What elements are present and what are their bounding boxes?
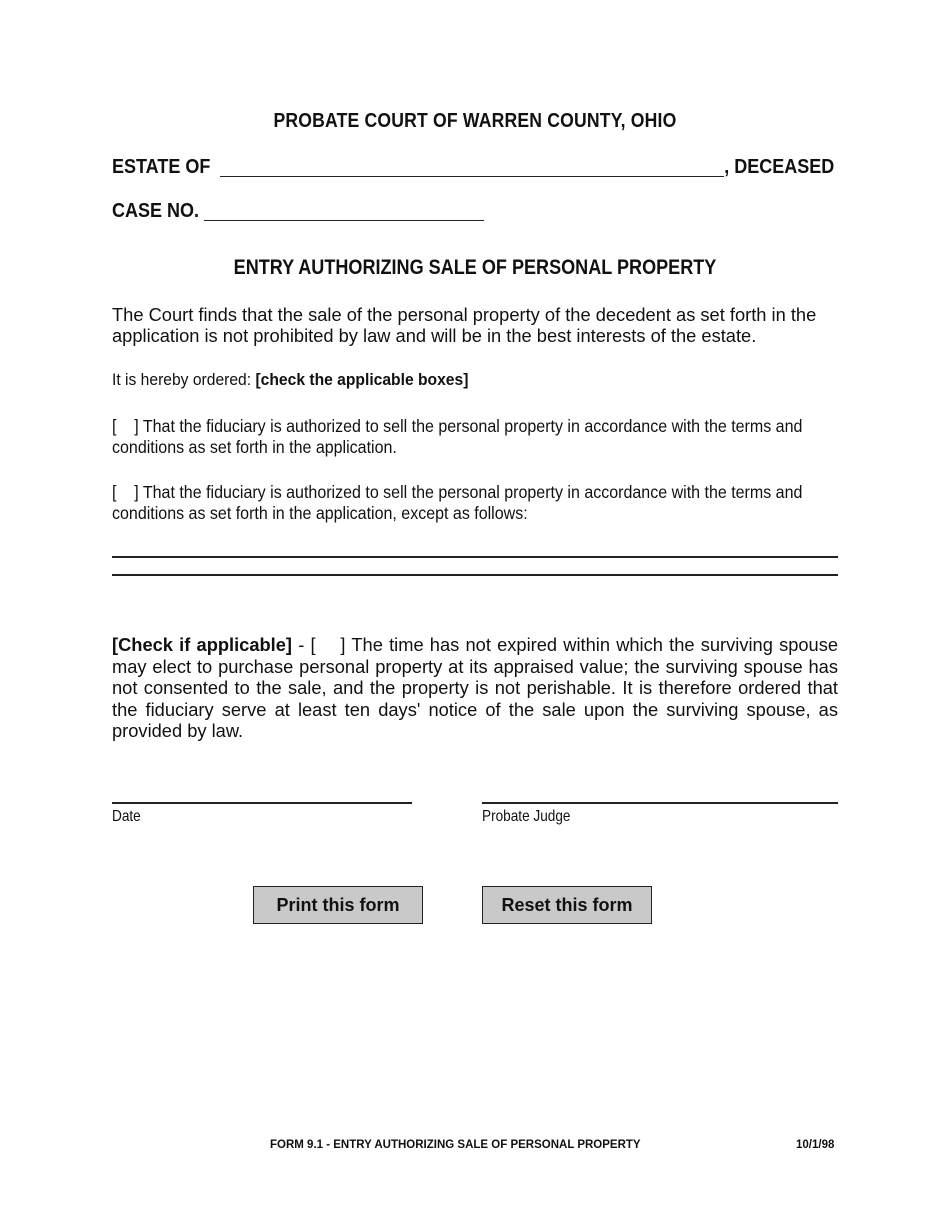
ordered-prefix: It is hereby ordered:: [112, 370, 252, 389]
order-option-1: [112, 416, 835, 458]
option-2-text: That the fiduciary is authorized to sell the personal property in accordance with the terms and conditions as set forth in the application, except as follows:: [112, 482, 803, 523]
order-option-2: [112, 482, 835, 524]
case-number-label: CASE NO.: [112, 200, 200, 222]
estate-label: ESTATE OF: [112, 156, 211, 178]
ordered-instruction: [check the applicable boxes]: [255, 370, 469, 389]
court-findings: The Court finds that the sale of the personal property of the decedent as set forth in the application is not prohibited by law and will be in the best interests of the estate.: [112, 304, 817, 346]
deceased-label: , DECEASED: [723, 156, 834, 178]
probate-judge-label: Probate Judge: [482, 808, 571, 825]
exception-field-line-2[interactable]: [112, 574, 838, 576]
date-label: Date: [112, 808, 141, 825]
option-1-checkbox[interactable]: [ ]: [112, 416, 139, 436]
exception-field-line-1[interactable]: [112, 556, 838, 558]
option-2-checkbox[interactable]: [ ]: [112, 482, 139, 502]
estate-name-field[interactable]: [220, 176, 724, 177]
reset-form-button[interactable]: Reset this form: [482, 886, 652, 924]
spouse-clause-label: [Check if applicable]: [112, 634, 293, 655]
spouse-clause-separator: -: [292, 634, 311, 655]
court-header: PROBATE COURT OF WARREN COUNTY, OHIO: [273, 110, 677, 132]
case-number-field[interactable]: [204, 220, 484, 221]
date-signature-line[interactable]: [112, 802, 412, 804]
spouse-clause-checkbox[interactable]: [ ]: [310, 634, 346, 655]
ordered-line: [112, 370, 780, 390]
case-row: [112, 200, 492, 226]
print-form-button[interactable]: Print this form: [253, 886, 423, 924]
judge-signature-line[interactable]: [482, 802, 838, 804]
footer-revision-date: 10/1/98: [796, 1139, 835, 1151]
spouse-clause: [112, 634, 838, 742]
estate-row: [112, 156, 834, 182]
spouse-clause-text: The time has not expired within which the surviving spouse may elect to purchase personal property at its appraised value; the surviving spouse has not consented to the sale, and the property is not perishable. It is therefore ordered that the fiduciary serve at least ten days' notice of the sale upon the surviving spouse, as provided by law.: [112, 634, 839, 741]
option-1-text: That the fiduciary is authorized to sell the personal property in accordance with the terms and conditions as set forth in the application.: [112, 416, 803, 457]
footer-form-title: FORM 9.1 - ENTRY AUTHORIZING SALE OF PERSONAL PROPERTY: [270, 1139, 641, 1151]
entry-title: ENTRY AUTHORIZING SALE OF PERSONAL PROPERTY: [233, 256, 717, 279]
